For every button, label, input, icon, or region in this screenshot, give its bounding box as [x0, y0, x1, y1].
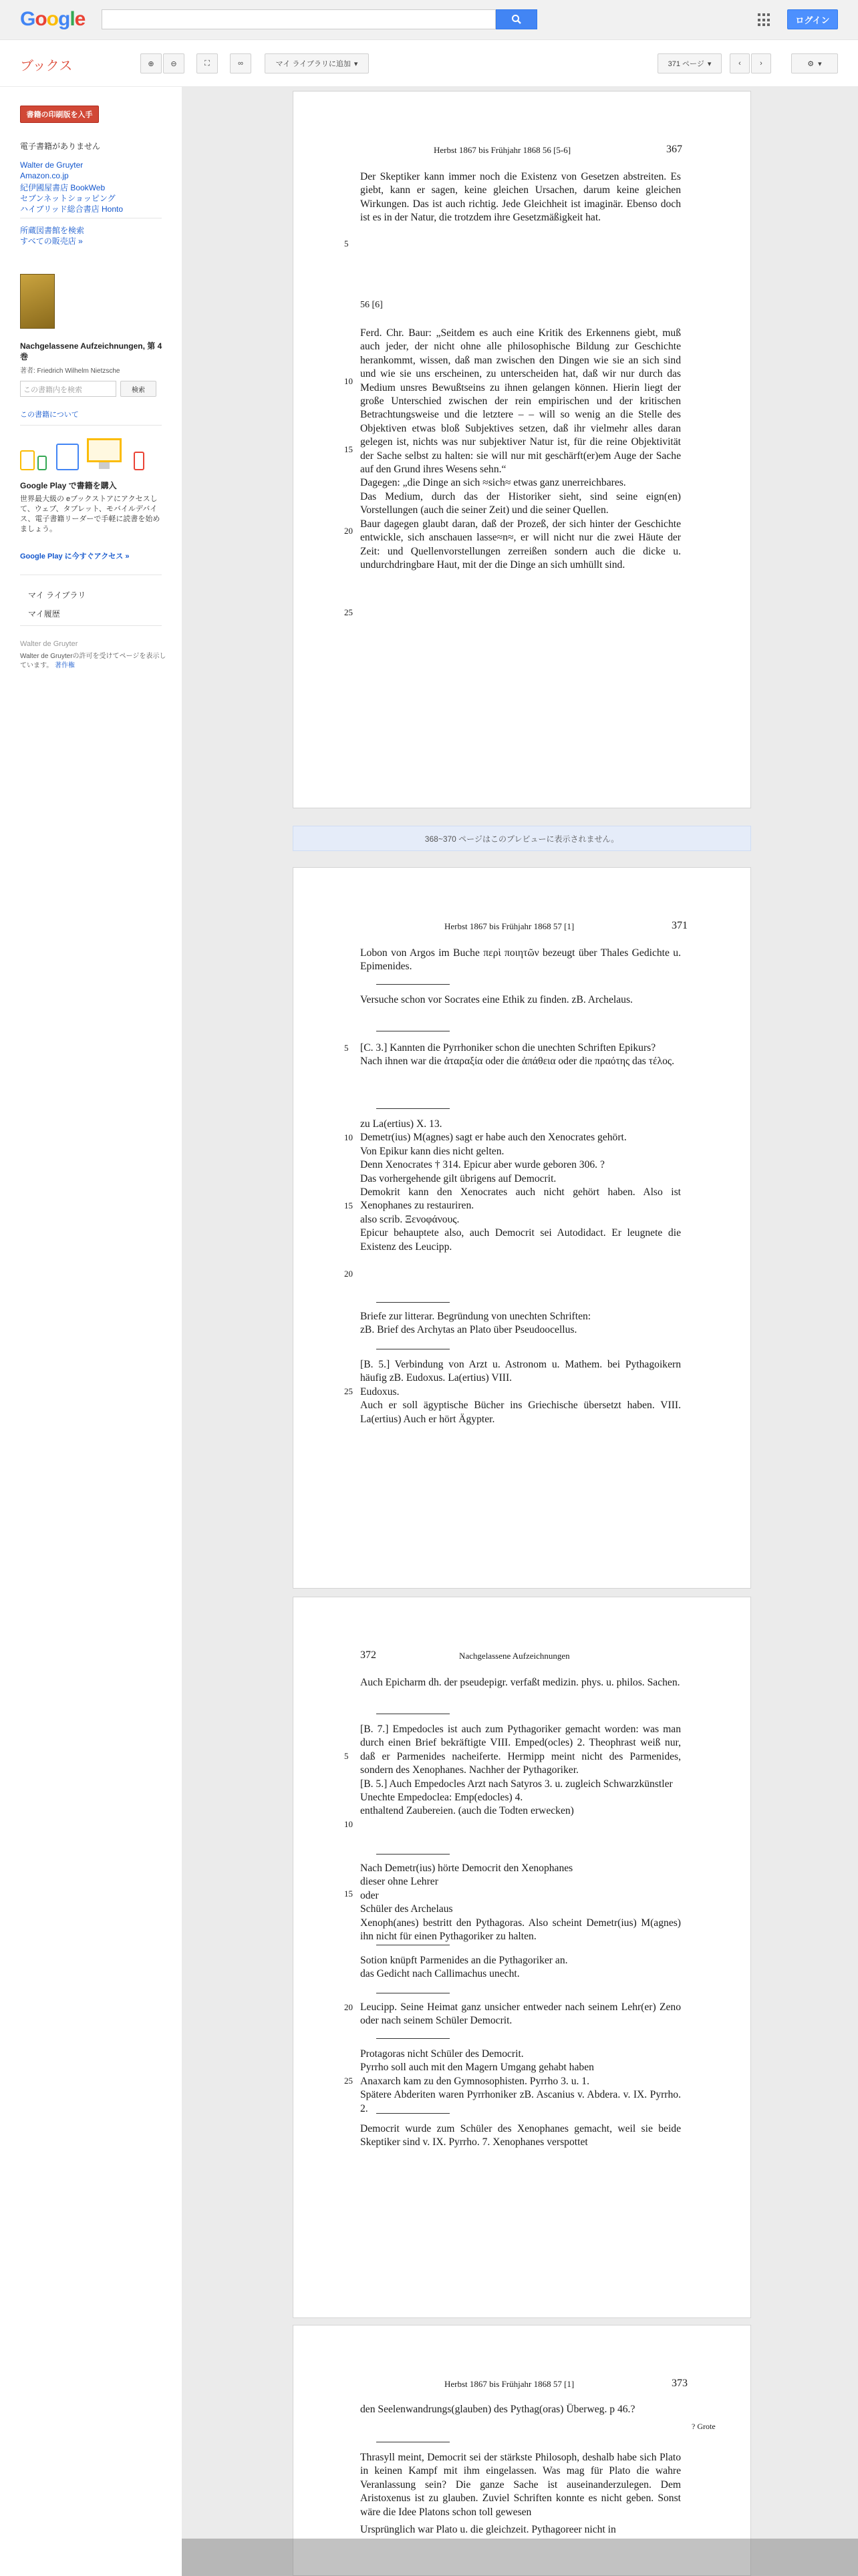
divider: [376, 1302, 450, 1303]
page-text: Briefe zur litterar. Begründung von unechten Schriften: zB. Brief des Archytas an Plato über Pseudoocellus.: [360, 1311, 591, 1336]
zoom-out-button[interactable]: [163, 53, 184, 73]
gear-icon: ⚙: [807, 59, 815, 68]
margin-note: ? Grote: [692, 2422, 716, 2431]
devices-illustration: [20, 438, 160, 472]
seller-link[interactable]: ハイブリッド総合書店 Honto: [20, 204, 124, 214]
page-text: Ferd. Chr. Baur: „Seitdem es auch eine Kritik des Erkennens giebt, muß auch jeder, der nicht ohne alle philosophische Bildung zur Geschichte herankommt, wissen, daß man zwischen den Dingen wie sie an sich sind und wie sie uns erscheinen, zu unterscheiden hat, daß wir nur durch das Medium unsres Bewußtseins zu ihnen gelangen können. Hierin liegt der große Unterschied zwischen der rein empirischen und der kritischen Betrachtungsweise und die letztere – – will so wenig an die Stelle des Objektiven etwas bloß Subjektives setzen, daß ihr vielmehr alles daran gelegen ist, nichts was nur subjektiver Natur ist, für die reine Objektivität der Sache selbst zu halten: sie will nur mit geschärft(er)em Auge der Sache auf den Grund ihres Wesens sehn.“ Dagegen: „die Dinge an sich ≈sich≈ etwas ganz unerreichbares. Das Medium, durch das der Historiker sieht, sind seine eign(en) Vorstellungen (auch die seiner Zeit) und die seiner Quellen. Baur dagegen glaubt daran, daß der Prozeß, der sich hinter der Geschichte entwickle, sich anschauen lasse≈n≈, er will nicht nur die zwei Häute der Zeit: und Quellenvorstellungen zerreißen sondern auch die dicke u. undurchdringbare Haut, mit der die Dinge an sich umhüllt sind.: [360, 327, 681, 571]
line-number: 25: [344, 607, 353, 617]
my-library-link[interactable]: マイ ライブラリ: [28, 591, 86, 600]
zoom-out-icon: ⊖: [170, 59, 177, 68]
line-number: 20: [344, 526, 353, 536]
login-button[interactable]: ログイン: [787, 9, 838, 29]
running-head: Herbst 1867 bis Frühjahr 1868 57 [1]: [444, 921, 575, 931]
line-number: 15: [344, 1200, 353, 1211]
page-text: Leucipp. Seine Heimat ganz unsicher entweder nach seinem Lehr(er) Zeno oder nach seinem Schüler Democrit.: [360, 2001, 681, 2027]
search-icon: [511, 14, 522, 25]
page-number: 371: [672, 920, 688, 931]
google-play-title: Google Play で書籍を購入: [20, 481, 117, 490]
top-bar: [0, 0, 858, 40]
next-page-button[interactable]: [751, 53, 771, 73]
apps-grid-icon[interactable]: [758, 13, 771, 27]
divider: [376, 1854, 450, 1855]
line-number: 5: [344, 1043, 349, 1053]
divider: [20, 425, 162, 426]
divider: [376, 2038, 450, 2039]
book-cover-thumbnail[interactable]: [20, 274, 55, 329]
book-page-372: [293, 1597, 751, 2318]
search-button[interactable]: [496, 9, 537, 29]
google-play-description: 世界最大級の eブックストアにアクセスして、ウェブ、タブレット、モバイルデバイス、電子書籍リーダーで手軽に読書を始めましょう。: [20, 495, 160, 533]
page-text: Versuche schon vor Socrates eine Ethik zu finden. zB. Archelaus.: [360, 994, 633, 1005]
zoom-in-icon: ⊕: [148, 59, 154, 68]
copyright-link[interactable]: 著作権: [54, 662, 75, 669]
page-indicator: 371 ページ: [668, 60, 704, 68]
chevron-right-icon: ›: [760, 59, 762, 67]
chevron-down-icon: ▾: [707, 59, 712, 68]
permission-body: Walter de Gruyterの許可を受けてページを表示しています。: [20, 653, 166, 669]
chevron-down-icon: ▾: [353, 59, 358, 68]
page-text: Thrasyll meint, Democrit sei der stärkste Philosoph, deshalb habe sich Plato in keinen Kampf mit ihm eingelassen. Was mag für Plato die wahre Veranlassung sein? Die ganze Sache ist auseinanderzulegen. Dem Aristoxenus ist zu glauben. Zuviel Schriften konnte es nicht geben. Sonst wäre die Idee Platons schon toll gewesen: [360, 2452, 681, 2518]
about-book-link[interactable]: この書籍について: [20, 411, 79, 419]
fullscreen-button[interactable]: [196, 53, 218, 73]
find-library-link[interactable]: 所蔵図書館を検索: [20, 226, 85, 235]
line-number: 10: [344, 1132, 353, 1142]
search-input[interactable]: [102, 9, 496, 29]
line-number: 10: [344, 1819, 353, 1829]
link-icon: ∞: [238, 59, 243, 67]
no-ebook-text: 電子書籍がありません: [20, 142, 101, 151]
divider: [376, 2113, 450, 2114]
page-text: Auch Epicharm dh. der pseudepigr. verfaßt medizin. phys. u. philos. Sachen.: [360, 1677, 680, 1688]
line-number: 15: [344, 444, 353, 454]
page-text: Nach Demetr(ius) hörte Democrit den Xenophanes dieser ohne Lehrer oder Schüler des Archelaus Xenoph(anes) bestritt den Pythagoras. Also scheint Demetr(ius) M(agnes) ihn nicht für einen Pythagoriker zu halten.: [360, 1863, 681, 1943]
page-number: 373: [672, 2378, 688, 2389]
link-button[interactable]: [230, 53, 251, 73]
line-number: 5: [344, 238, 349, 249]
settings-button[interactable]: [791, 53, 838, 73]
chevron-down-icon: ▾: [818, 59, 822, 68]
seller-link[interactable]: セブンネットショッピング: [20, 194, 116, 203]
bottom-overlay: [182, 2539, 858, 2576]
google-play-link[interactable]: Google Play に今すぐアクセス »: [20, 552, 130, 560]
line-number: 10: [344, 376, 353, 386]
line-number: 25: [344, 1386, 353, 1396]
running-head: Herbst 1867 bis Frühjahr 1868 57 [1]: [444, 2379, 575, 2389]
page-number: 372: [360, 1649, 376, 1661]
left-panel: [0, 87, 182, 2576]
page-text: [B. 7.] Empedocles ist auch zum Pythagoriker gemacht worden: was man durch einen Brief bekräftigte VIII. Emped(ocles) 2. Theophrast weiß nur, daß er Parmenides nacheiferte. Hermipp meint nicht des Parmenides, sondern des Xenophanes. Nachher der Pythagoriker. [B. 5.] Auch Empedocles Arzt nach Satyros 3. u. zugleich Schwarzkünstler Unechte Empedoclea: Emp(edocles) 4. enthaltend Zaubereien. (auch die Todten erwecken): [360, 1724, 681, 1817]
book-page-367: [293, 91, 751, 808]
section-number: 56 [6]: [360, 300, 383, 310]
add-to-library-label: マイ ライブラリに追加: [275, 60, 351, 68]
line-number: 25: [344, 2076, 353, 2086]
book-page-371: [293, 867, 751, 1589]
seller-link[interactable]: Walter de Gruyter: [20, 160, 84, 170]
running-head: Herbst 1867 bis Frühjahr 1868 56 [5-6]: [434, 145, 571, 155]
divider: [20, 625, 162, 626]
running-head: Nachgelassene Aufzeichnungen: [459, 1651, 570, 1661]
google-logo[interactable]: Google: [20, 8, 86, 30]
line-number: 20: [344, 1269, 353, 1279]
prev-page-button[interactable]: [730, 53, 750, 73]
page-text: [C. 3.] Kannten die Pyrrhoniker schon die unechten Schriften Epikurs? Nach ihnen war die ἀταραξία oder die ἀπάθεια oder die πραότης das τέλος.: [360, 1042, 674, 1068]
page-text: Lobon von Argos im Buche περὶ ποιητῶν bezeugt über Thales Gedichte u. Epimenides.: [360, 947, 681, 973]
book-title: Nachgelassene Aufzeichnungen, 第 4 巻: [20, 341, 162, 361]
pages-not-shown-notice: 368~370 ページはこのプレビューに表示されません。: [293, 826, 751, 851]
page-text: den Seelenwandrungs(glauben) des Pythag(oras) Überweg. p 46.?: [360, 2404, 635, 2415]
page-text: Der Skeptiker kann immer noch die Existenz von Gesetzen abstreiten. Es giebt, kann er sagen, keine gleichen Ursachen, darum keine gleichen Wirkungen. Das ist auch richtig. Jede Gleichheit ist imaginär. Ebenso doch ist es in der Natur, die trotzdem ihre Gesetzmäßigkeit hat.: [360, 171, 681, 224]
fullscreen-icon: ⛶: [204, 59, 210, 67]
books-brand[interactable]: ブックス: [20, 59, 73, 73]
publisher-logo[interactable]: Walter de Gruyter: [20, 640, 78, 648]
line-number: 15: [344, 1889, 353, 1899]
add-to-library-button[interactable]: [265, 53, 369, 73]
seller-link[interactable]: 紀伊國屋書店 BookWeb: [20, 183, 106, 192]
books-toolbar: [0, 40, 858, 87]
page-text: zu La(ertius) X. 13. Demetr(ius) M(agnes) sagt er habe auch den Xenocrates gehört. Von Epikur kann dies nicht gelten. Denn Xenocrates † 314. Epicur aber wurde geboren 306. ? Das vorhergehende gilt übrigens auf Democrit. Demokrit kann den Xenocrates auch nicht gehört haben. Also ist Xenophanes zu restauriren. also scrib. Ξενοφάνους. Epicur behauptete also, auch Democrit sei Autodidact. Er leugnete die Existenz des Leucipp.: [360, 1118, 681, 1253]
my-history-link[interactable]: マイ履歴: [28, 609, 60, 619]
page-text: [B. 5.] Verbindung von Arzt u. Astronom u. Mathem. bei Pythagoikern häufig zB. Eudoxus. La(ertius) VIII. Eudoxus. Auch er soll ägyptische Bücher ins Griechische übersetzt haben. VIII. La(ertius) Auch er hört Ägypter.: [360, 1359, 681, 1425]
page-text: Ursprünglich war Plato u. die gleichzeit. Pythagoreer nicht in: [360, 2524, 616, 2535]
all-sellers-link[interactable]: すべての販売店 »: [20, 236, 83, 246]
page-text: Democrit wurde zum Schüler des Xenophanes gemacht, weil sie beide Skeptiker sind v. IX. Pyrrho. 7. Xenophanes verspottet: [360, 2123, 681, 2148]
seller-link[interactable]: Amazon.co.jp: [20, 171, 69, 180]
search-in-book-button[interactable]: 検索: [120, 381, 156, 397]
permission-text: [20, 652, 167, 671]
author-line: 著者: Friedrich Wilhelm Nietzsche: [20, 367, 120, 375]
page-number: 367: [666, 144, 682, 155]
page-select[interactable]: [658, 53, 722, 73]
divider: [376, 1108, 450, 1109]
page-text: Protagoras nicht Schüler des Democrit. Pyrrho soll auch mit den Magern Umgang gehabt haben Anaxarch kam zu den Gymnosophisten. Pyrrho 3. u. 1. Spätere Abderiten waren Pyrrhoniker zB. Ascanius v. Abdera. v. IX. Pyrrho. 2.: [360, 2048, 681, 2114]
line-number: 20: [344, 2002, 353, 2012]
get-print-book-button[interactable]: 書籍の印刷版を入手: [20, 106, 99, 123]
book-viewer[interactable]: [182, 87, 858, 2576]
page-text: Sotion knüpft Parmenides an die Pythagoriker an. das Gedicht nach Callimachus unecht.: [360, 1955, 568, 1980]
chevron-left-icon: ‹: [738, 59, 741, 67]
line-number: 5: [344, 1751, 349, 1761]
zoom-in-button[interactable]: [140, 53, 162, 73]
divider: [376, 984, 450, 985]
search-in-book-input[interactable]: この書籍内を検索: [20, 381, 116, 397]
